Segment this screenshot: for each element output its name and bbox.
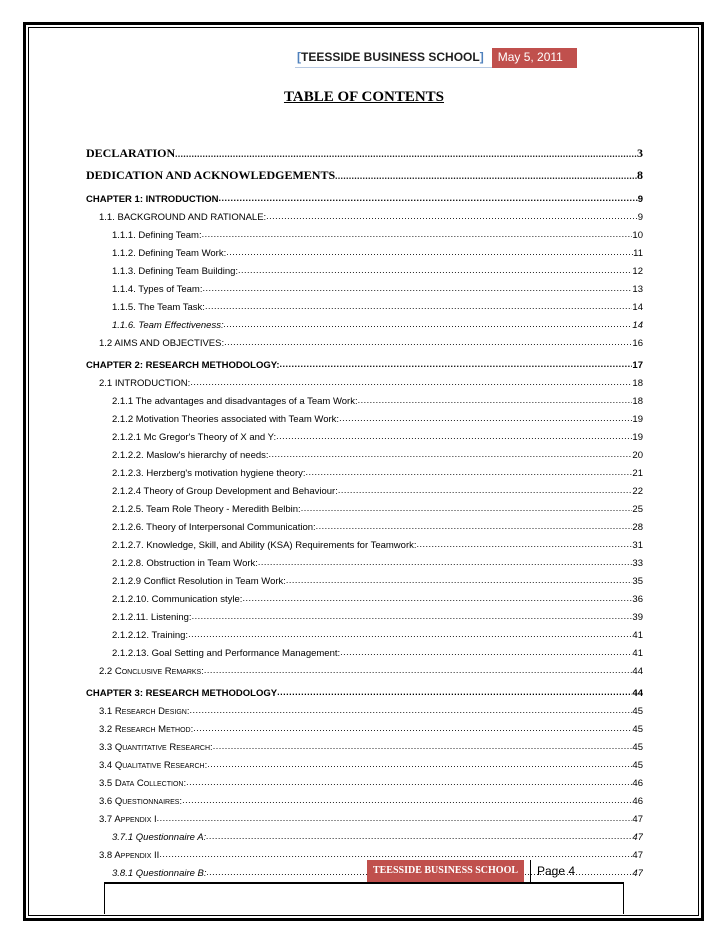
toc-entry[interactable] (86, 587, 643, 605)
header-school-name: TEESSIDE BUSINESS SCHOOL (301, 50, 480, 64)
toc-dot-leader (226, 248, 633, 259)
toc-entry[interactable] (86, 497, 643, 515)
toc-entry-title: 2.1.2.10. Communication style: (112, 594, 243, 605)
toc-entry-page: 11 (633, 248, 643, 259)
toc-entry[interactable] (86, 735, 643, 753)
toc-entry-page: 39 (632, 612, 643, 623)
toc-entry-page: 10 (632, 230, 643, 241)
toc-entry[interactable] (86, 161, 643, 183)
toc-entry-page: 9 (637, 212, 643, 223)
toc-entry-title: 3.3 Quantitative Research: (99, 742, 213, 753)
toc-dot-leader (340, 648, 632, 659)
toc-entry-page: 31 (632, 540, 643, 551)
toc-entry[interactable] (86, 605, 643, 623)
toc-dot-leader (202, 284, 632, 295)
footer-school: TEESSIDE BUSINESS SCHOOL (367, 860, 524, 882)
toc-entry-page: 13 (632, 284, 643, 295)
toc-entry-title: 2.1.2.6. Theory of Interpersonal Communication: (112, 522, 316, 533)
toc-entry-page: 22 (632, 486, 643, 497)
bracket-open: [ (297, 50, 301, 64)
toc-entry[interactable] (86, 313, 643, 331)
toc-entry-page: 18 (632, 378, 643, 389)
toc-entry[interactable] (86, 677, 643, 699)
toc-dot-leader (306, 468, 633, 479)
toc-entry[interactable] (86, 699, 643, 717)
toc-entry-page: 45 (632, 760, 643, 771)
toc-entry[interactable] (86, 753, 643, 771)
toc-entry-title: 3.1 Research Design: (99, 706, 190, 717)
toc-entry-page: 41 (632, 630, 643, 641)
toc-entry[interactable] (86, 139, 643, 161)
toc-entry[interactable] (86, 331, 643, 349)
toc-entry-title: 2.1.1 The advantages and disadvantages of a Team Work: (112, 396, 358, 407)
table-of-contents (86, 139, 643, 879)
toc-entry-page: 17 (632, 360, 643, 371)
toc-dot-leader (207, 760, 632, 771)
page-title: TABLE OF CONTENTS (283, 89, 445, 105)
toc-entry-page: 36 (632, 594, 643, 605)
toc-entry-page: 14 (632, 302, 643, 313)
toc-entry[interactable] (86, 641, 643, 659)
toc-entry[interactable] (86, 205, 643, 223)
toc-entry-page: 28 (632, 522, 643, 533)
toc-entry-title: 3.2 Research Method: (99, 724, 194, 735)
toc-entry[interactable] (86, 241, 643, 259)
toc-entry[interactable] (86, 259, 643, 277)
toc-entry-page: 20 (632, 450, 643, 461)
toc-entry[interactable] (86, 533, 643, 551)
toc-entry-page: 45 (632, 706, 643, 717)
toc-entry[interactable] (86, 825, 643, 843)
toc-entry-title: 2.1.2.2. Maslow's hierarchy of needs: (112, 450, 269, 461)
toc-entry-page: 44 (632, 688, 643, 699)
toc-entry-title: CHAPTER 2: RESEARCH METHODOLOGY: (86, 360, 280, 371)
toc-entry-title: 1.1.6. Team Effectiveness: (112, 320, 224, 331)
toc-entry[interactable] (86, 349, 643, 371)
footer-box (104, 882, 624, 914)
toc-entry-title: 2.1.2.1 Mc Gregor's Theory of X and Y: (112, 432, 277, 443)
toc-dot-leader (417, 540, 633, 551)
toc-dot-leader (266, 212, 638, 223)
toc-entry[interactable] (86, 659, 643, 677)
toc-entry-title: DECLARATION (86, 146, 176, 160)
toc-dot-leader (175, 150, 637, 161)
toc-dot-leader (188, 630, 632, 641)
toc-entry-title: 2.1.2.12. Training: (112, 630, 189, 641)
toc-dot-leader (213, 742, 633, 753)
toc-entry-title: 1.1.1. Defining Team: (112, 230, 202, 241)
toc-entry[interactable] (86, 479, 643, 497)
toc-entry-title: 2.2 Conclusive Remarks: (99, 666, 204, 677)
toc-dot-leader (157, 814, 633, 825)
toc-dot-leader (286, 576, 633, 587)
toc-entry[interactable] (86, 295, 643, 313)
toc-entry-title: 2.1.2.7. Knowledge, Skill, and Ability (KSA) Requirements for Teamwork: (112, 540, 417, 551)
toc-entry-title: 1.1.2. Defining Team Work: (112, 248, 227, 259)
toc-dot-leader (276, 432, 632, 443)
toc-dot-leader (242, 594, 632, 605)
toc-entry-title: 3.7.1 Questionnaire A: (112, 832, 207, 843)
toc-entry-title: 2.1.2.9 Conflict Resolution in Team Work: (112, 576, 286, 587)
toc-entry-title: CHAPTER 1: INTRODUCTION (86, 194, 219, 205)
toc-entry-title: 2.1.2.5. Team Role Theory - Meredith Belbin: (112, 504, 301, 515)
toc-entry-page: 3 (637, 146, 643, 160)
toc-entry[interactable] (86, 551, 643, 569)
toc-entry[interactable] (86, 183, 643, 205)
toc-entry-page: 18 (632, 396, 643, 407)
toc-entry-page: 47 (632, 832, 643, 843)
toc-entry-title: 1.1. BACKGROUND AND RATIONALE: (99, 212, 267, 223)
toc-dot-leader (269, 450, 633, 461)
toc-dot-leader (339, 414, 632, 425)
toc-entry-title: 2.1.2.3. Herzberg's motivation hygiene theory: (112, 468, 306, 479)
toc-dot-leader (335, 172, 637, 183)
toc-entry[interactable] (86, 277, 643, 295)
toc-entry[interactable] (86, 371, 643, 389)
toc-entry-title: 1.1.4. Types of Team: (112, 284, 203, 295)
toc-entry-page: 47 (632, 814, 643, 825)
toc-entry-page: 21 (632, 468, 643, 479)
toc-dot-leader (277, 688, 632, 699)
toc-dot-leader (190, 378, 632, 389)
toc-entry-title: 3.5 Data Collection: (99, 778, 187, 789)
toc-entry[interactable] (86, 223, 643, 241)
toc-entry[interactable] (86, 515, 643, 533)
toc-entry-title: 1.1.5. The Team Task: (112, 302, 205, 313)
toc-dot-leader (206, 832, 632, 843)
toc-dot-leader (258, 558, 633, 569)
toc-entry-page: 19 (632, 432, 643, 443)
toc-dot-leader (238, 266, 632, 277)
toc-entry-page: 44 (632, 666, 643, 677)
toc-entry-title: 2.1.2.13. Goal Setting and Performance Management: (112, 648, 341, 659)
toc-entry-page: 47 (632, 850, 643, 861)
toc-entry-page: 46 (632, 778, 643, 789)
toc-dot-leader (316, 522, 633, 533)
page-header (295, 48, 577, 68)
toc-entry[interactable] (86, 843, 643, 861)
toc-entry[interactable] (86, 389, 643, 407)
toc-entry-page: 8 (637, 168, 643, 182)
toc-entry-title: 2.1.2.8. Obstruction in Team Work: (112, 558, 258, 569)
toc-entry-title: 2.1.2.4 Theory of Group Development and Behaviour: (112, 486, 338, 497)
toc-entry-title: CHAPTER 3: RESEARCH METHODOLOGY (86, 688, 278, 699)
toc-entry-page: 45 (632, 742, 643, 753)
toc-entry[interactable] (86, 407, 643, 425)
footer-page-number: Page 4 (530, 860, 580, 882)
toc-entry-page: 25 (632, 504, 643, 515)
toc-dot-leader (224, 338, 632, 349)
toc-entry-title: 1.1.3. Defining Team Building: (112, 266, 239, 277)
toc-dot-leader (182, 796, 632, 807)
bracket-close: ] (479, 50, 484, 64)
toc-entry[interactable] (86, 461, 643, 479)
toc-entry[interactable] (86, 569, 643, 587)
toc-entry-title: 3.8.1 Questionnaire B: (112, 868, 207, 879)
toc-entry-title: 3.7 Appendix I (99, 814, 157, 825)
toc-entry[interactable] (86, 717, 643, 735)
toc-dot-leader (358, 396, 633, 407)
toc-entry-title: 2.1.2 Motivation Theories associated with Team Work: (112, 414, 340, 425)
toc-entry[interactable] (86, 443, 643, 461)
toc-entry-title: 3.8 Appendix II (99, 850, 160, 861)
toc-dot-leader (193, 724, 632, 735)
toc-entry-title: DEDICATION AND ACKNOWLEDGEMENTS (86, 168, 336, 182)
toc-entry-page: 46 (632, 796, 643, 807)
toc-dot-leader (205, 302, 632, 313)
toc-dot-leader (301, 504, 633, 515)
toc-dot-leader (224, 320, 633, 331)
toc-entry-page: 16 (632, 338, 643, 349)
header-date: May 5, 2011 (492, 48, 577, 68)
header-school (295, 48, 492, 68)
toc-dot-leader (280, 360, 633, 371)
toc-entry[interactable] (86, 771, 643, 789)
toc-entry[interactable] (86, 789, 643, 807)
toc-entry-title: 3.6 Questionnaires: (99, 796, 183, 807)
toc-dot-leader (202, 230, 633, 241)
toc-entry-title: 2.1.2.11. Listening: (112, 612, 192, 623)
toc-entry-page: 41 (632, 648, 643, 659)
toc-entry-page: 45 (632, 724, 643, 735)
toc-entry-page: 14 (632, 320, 643, 331)
toc-entry[interactable] (86, 623, 643, 641)
toc-dot-leader (192, 612, 633, 623)
toc-dot-leader (338, 486, 633, 497)
toc-entry-page: 47 (632, 868, 643, 879)
toc-entry-page: 19 (632, 414, 643, 425)
toc-entry-page: 35 (632, 576, 643, 587)
toc-entry-title: 3.4 Qualitative Research: (99, 760, 208, 771)
toc-entry[interactable] (86, 807, 643, 825)
toc-entry-title: 2.1 INTRODUCTION: (99, 378, 191, 389)
toc-entry-title: 1.2 AIMS AND OBJECTIVES: (99, 338, 225, 349)
toc-dot-leader (218, 194, 637, 205)
toc-entry-page: 33 (632, 558, 643, 569)
toc-dot-leader (204, 666, 633, 677)
toc-entry-page: 9 (637, 194, 643, 205)
toc-dot-leader (186, 778, 632, 789)
toc-entry-page: 12 (632, 266, 643, 277)
toc-entry[interactable] (86, 425, 643, 443)
toc-dot-leader (189, 706, 632, 717)
